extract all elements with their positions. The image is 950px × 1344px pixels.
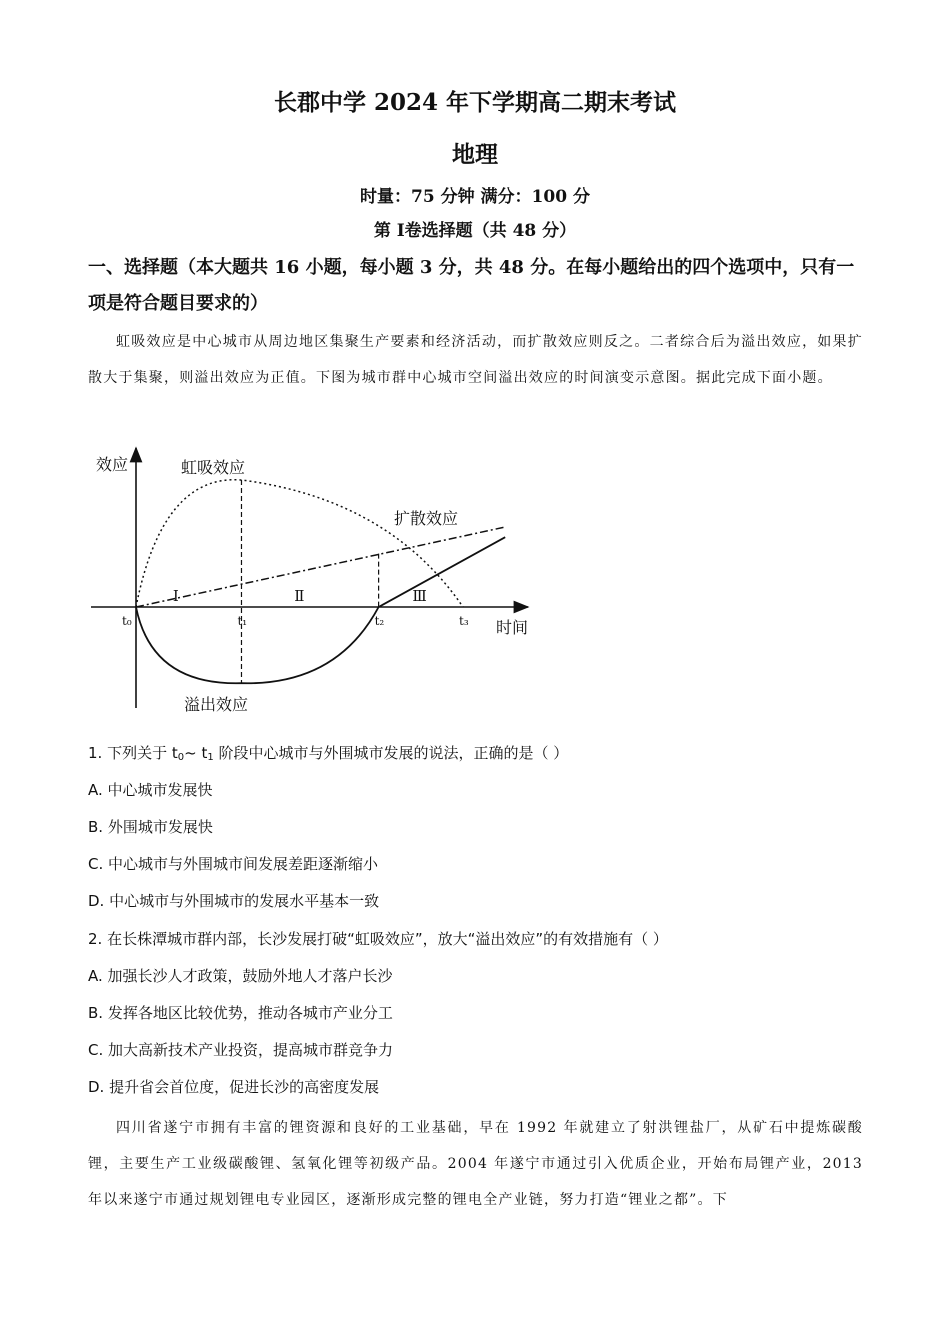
x-axis-label: 时间 (496, 618, 529, 637)
q2-option-d[interactable]: D. 提升省会首位度，促进长沙的高密度发展 (88, 1078, 380, 1096)
series-label-spillover: 溢出效应 (184, 695, 249, 714)
subject-title: 地理 (452, 141, 498, 168)
series-spillover-curve (136, 537, 505, 683)
x-tick-label: t₂ (374, 614, 385, 628)
q2-option-b[interactable]: B. 发挥各地区比较优势，推动各城市产业分工 (88, 1004, 393, 1022)
x-tick-label: t₃ (459, 614, 469, 628)
stage-label: Ⅱ (294, 587, 305, 605)
volume-heading: 第 Ⅰ卷选择题（共 48 分） (373, 221, 577, 241)
q1-option-b[interactable]: B. 外围城市发展快 (88, 818, 213, 836)
question-1-stem: 1. 下列关于 $t_0\sim$ $t_1$ 阶段中心城市与外围城市发展的说法，正确的是（ ） (88, 744, 569, 763)
duration-line: 时量：75 分钟 满分：100 分 (360, 187, 590, 207)
q1-option-a[interactable]: A. 中心城市发展快 (88, 781, 213, 799)
series-label-diffusion: 扩散效应 (394, 509, 459, 528)
exam-title: 长郡中学 2024 年下学期高二期末考试 (273, 89, 677, 116)
question-2-stem: 2. 在长株潭城市群内部，长沙发展打破“虹吸效应”，放大“溢出效应”的有效措施有（ ） (88, 930, 668, 948)
q2-option-a[interactable]: A. 加强长沙人才政策，鼓励外地人才落户长沙 (88, 967, 393, 985)
material-paragraph-2: 四川省遂宁市拥有丰富的锂资源和良好的工业基础，早在 1992 年就建立了射洪锂盐厂，从矿石中提炼碳酸锂，主要生产工业级碳酸锂、氢氧化锂等初级产品。2004 年遂宁市通过引入优质企业，开始布局锂产业，2013 年以来遂宁市通过规划锂电专业园区，逐渐形成完整的锂电全产业链，努力打造“锂业之都”。下 (88, 1120, 863, 1208)
x-tick-label: t₀ (122, 614, 132, 628)
material-paragraph-1: 虹吸效应是中心城市从周边地区集聚生产要素和经济活动，而扩散效应则反之。二者综合后为溢出效应，如果扩散大于集聚，则溢出效应为正值。下图为城市群中心城市空间溢出效应的时间演变示意图。据此完成下面小题。 (88, 334, 863, 386)
q2-option-c[interactable]: C. 加大高新技术产业投资，提高城市群竞争力 (88, 1041, 394, 1059)
stage-label: Ⅲ (412, 587, 427, 605)
q1-option-d[interactable]: D. 中心城市与外围城市的发展水平基本一致 (88, 892, 380, 910)
q1-option-c[interactable]: C. 中心城市与外围城市间发展差距逐渐缩小 (88, 855, 379, 873)
x-tick-label: t₁ (237, 614, 248, 628)
series-label-siphon: 虹吸效应 (181, 458, 246, 477)
section-heading: 一、选择题（本大题共 16 小题，每小题 3 分，共 48 分。在每小题给出的四个选项中，只有一项是符合题目要求的） (88, 257, 855, 314)
y-axis-label: 效应 (96, 455, 129, 474)
stage-label: Ⅰ (172, 587, 179, 605)
effect-chart (86, 440, 546, 720)
